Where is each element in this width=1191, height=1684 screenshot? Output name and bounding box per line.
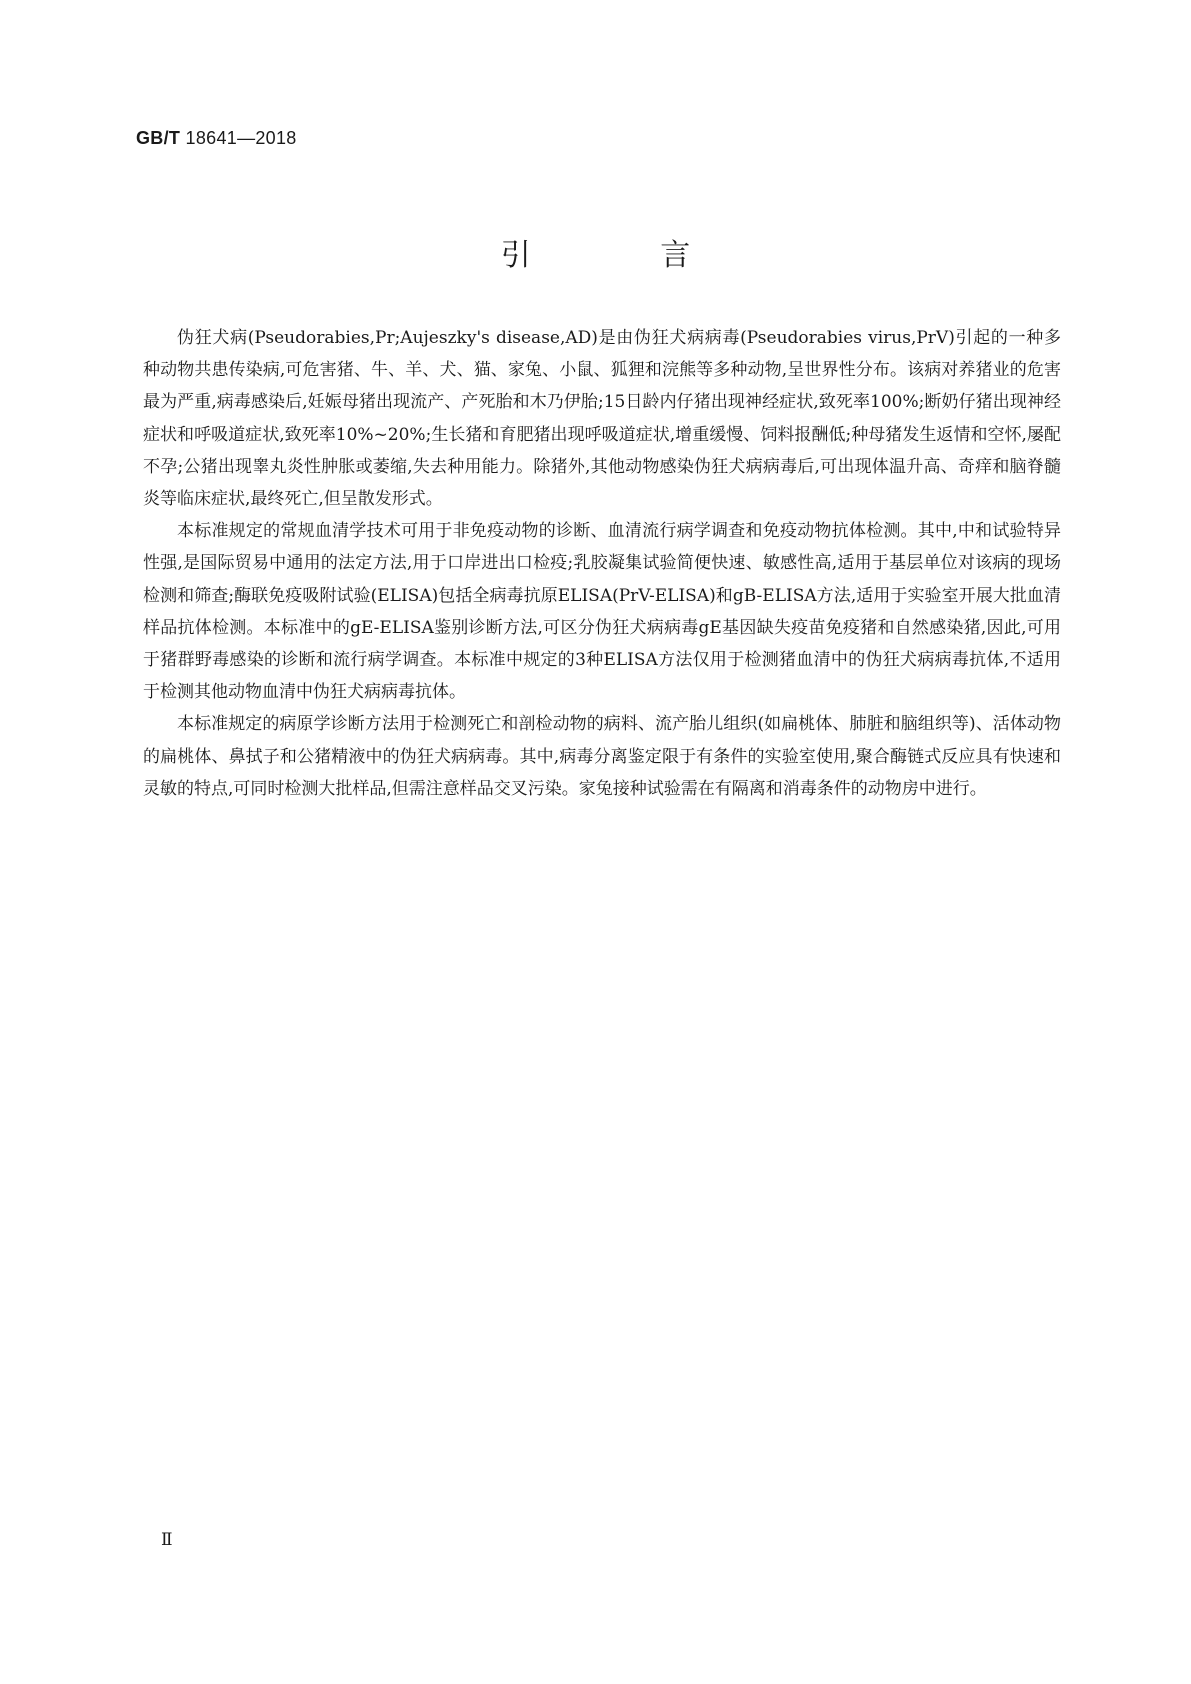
standard-prefix: GB/T (136, 128, 181, 148)
paragraph-3: 本标准规定的病原学诊断方法用于检测死亡和剖检动物的病料、流产胎儿组织(如扁桃体、肺脏和脑组织等)、活体动物的扁桃体、鼻拭子和公猪精液中的伪狂犬病病毒。其中,病毒分离鉴定限于有条件的实验室使用,聚合酶链式反应具有快速和灵敏的特点,可同时检测大批样品,但需注意样品交叉污染。家兔接种试验需在有隔离和消毒条件的动物房中进行。 (143, 714, 1061, 799)
paragraph-1: 伪狂犬病(Pseudorabies,Pr;Aujeszky's disease,AD)是由伪狂犬病病毒(Pseudorabies virus,PrV)引起的一种多种动物共患传染病,可危害猪、牛、羊、犬、猫、家兔、小鼠、狐狸和浣熊等多种动物,呈世界性分布。该病对养猪业的危害最为严重,病毒感染后,妊娠母猪出现流产、产死胎和木乃伊胎;15日龄内仔猪出现神经症状,致死率100%;断奶仔猪出现神经症状和呼吸道症状,致死率10%~20%;生长猪和育肥猪出现呼吸道症状,增重缓慢、饲料报酬低;种母猪发生返情和空怀,屡配不孕;公猪出现睾丸炎性肿胀或萎缩,失去种用能力。除猪外,其他动物感染伪狂犬病病毒后,可出现体温升高、奇痒和脑脊髓炎等临床症状,最终死亡,但呈散发形式。 (143, 328, 1061, 510)
body-text (143, 322, 1061, 805)
section-title: 引 言 (500, 238, 751, 273)
standard-number: 18641—2018 (185, 128, 297, 148)
paragraph-2: 本标准规定的常规血清学技术可用于非免疫动物的诊断、血清流行病学调查和免疫动物抗体检测。其中,中和试验特异性强,是国际贸易中通用的法定方法,用于口岸进出口检疫;乳胶凝集试验简便快速、敏感性高,适用于基层单位对该病的现场检测和筛查;酶联免疫吸附试验(ELISA)包括全病毒抗原ELISA(PrV-ELISA)和gB-ELISA方法,适用于实验室开展大批血清样品抗体检测。本标准中的gE-ELISA鉴别诊断方法,可区分伪狂犬病病毒gE基因缺失疫苗免疫猪和自然感染猪,因此,可用于猪群野毒感染的诊断和流行病学调查。本标准中规定的3种ELISA方法仅用于检测猪血清中的伪狂犬病病毒抗体,不适用于检测其他动物血清中伪狂犬病病毒抗体。 (143, 521, 1061, 703)
page-number: Ⅱ (161, 1530, 173, 1550)
document-code (136, 128, 297, 149)
